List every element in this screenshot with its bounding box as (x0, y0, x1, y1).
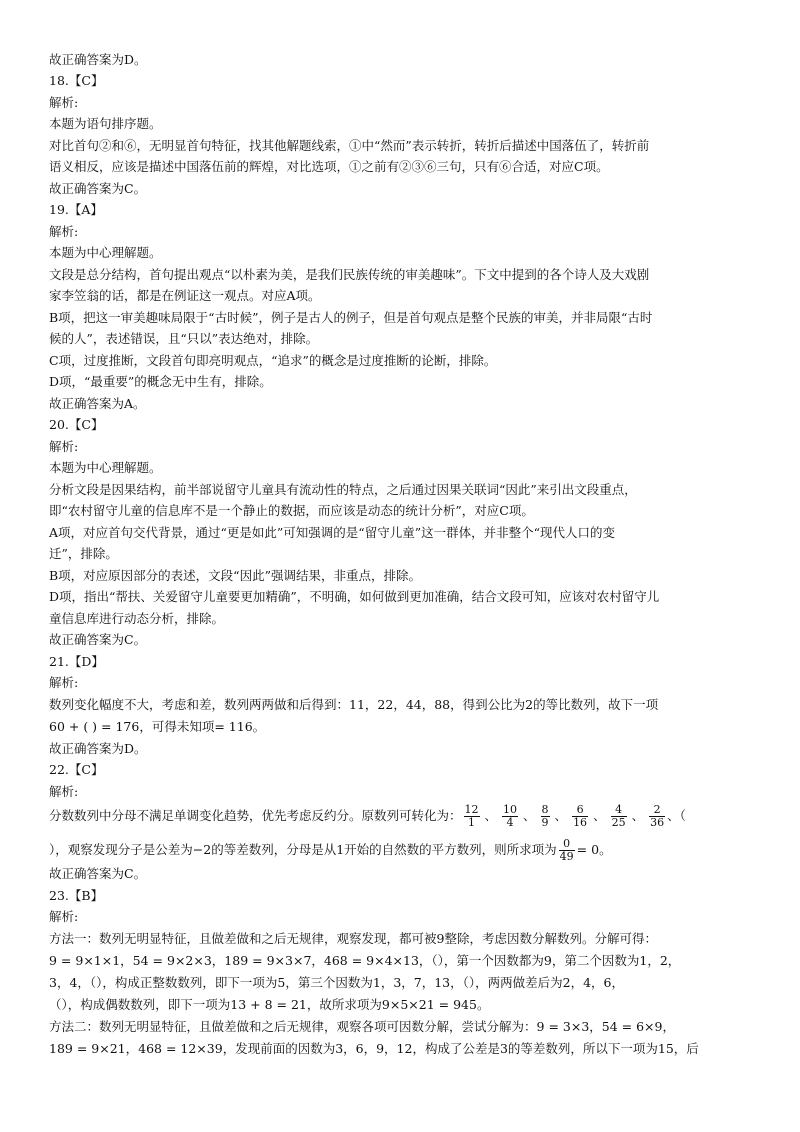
text-line: 故正确答案为A。 (49, 396, 146, 411)
fraction: $\frac{12}{1}$ (464, 803, 479, 829)
text-segment: ），观察发现分子是公差为 (49, 842, 193, 857)
equation: 189 = 9×21，468 = 12×39 (49, 1041, 223, 1056)
text-line: 本题为中心理解题。 (49, 460, 162, 475)
text-line: 语义相反，应该是描述中国落伍前的辉煌，对比选项，①之前有②③⑥三句，只有⑥合适，对应C项。 (49, 159, 609, 174)
text-line: 解析: (49, 439, 79, 454)
fraction: $\frac{8}{9}$ (541, 803, 549, 829)
separator: 、 (554, 808, 568, 823)
formula-line (49, 995, 489, 1015)
text-line: 故正确答案为D。 (49, 741, 147, 756)
question-number: 20.【C】 (49, 417, 104, 432)
text-line: 对比首句②和⑥，无明显首句特征，找其他解题线索，①中“然而”表示转折，转折后描述中国落伍了，转折前 (49, 138, 650, 153)
text-line: 迁”，排除。 (49, 546, 118, 561)
formula-line (49, 1017, 675, 1037)
text-segment: 分数数列中分母不满足单调变化趋势，优先考虑反约分。原数列可转化为： (49, 808, 462, 823)
text-line: 解析: (49, 784, 79, 799)
text-line: 本题为中心理解题。 (49, 245, 162, 260)
equation: 9×5×21 = 945 (381, 997, 477, 1012)
text-line: 童信息库进行动态分析，排除。 (49, 611, 225, 626)
fraction: $\frac{10}{4}$ (503, 803, 518, 829)
text-line: 本题为语句排序题。 (49, 116, 162, 131)
question-number: 18.【C】 (49, 73, 104, 88)
fraction: $\frac{6}{16}$ (573, 803, 588, 829)
text-line: B项，把这一审美趣味局限于“古时候”，例子是古人的例子，但是首句观点是整个民族的审美，并非局限“古时 (49, 310, 653, 325)
question-number: 21.【D】 (49, 654, 104, 669)
question-number: 22.【C】 (49, 762, 104, 777)
text-segment: ，故所求项为 (306, 997, 382, 1012)
text-line: 3，4，（），构成正整数数列，即下一项为5，第三个因数为1，3，7，13，（），两两做差后为2，4，6， (49, 975, 624, 990)
text-line: A项，对应首句交代背景，通过“更是如此”可知强调的是“留守儿童”这一群体，并非整个“现代人口的变 (49, 525, 615, 540)
text-line: 分析文段是因果结构，前半部说留守儿童具有流动性的特点，之后通过因果关联词“因此”来引出文段重点， (49, 482, 637, 497)
separator: 、 (484, 808, 498, 823)
text-line: 解析: (49, 95, 79, 110)
equation: = 116 (214, 719, 253, 734)
text-segment: 、（ (667, 808, 686, 823)
text-line: B项，对应原因部分的表述，文段“因此”强调结果，非重点，排除。 (49, 568, 421, 583)
text-line: 文段是总分结构，首句提出观点“以朴素为美，是我们民族传统的审美趣味”。下文中提到的各个诗人及大戏剧 (49, 267, 650, 282)
text-line: 候的人”，表述错误，且“只以”表达绝对，排除。 (49, 331, 319, 346)
text-line: 家李笠翁的话，都是在例证这一观点。对应A项。 (49, 288, 321, 303)
text-segment: 。 (599, 842, 612, 857)
text-line: 即“农村留守儿童的信息库不是一个静止的数据，而应该是动态的统计分析”，对应C项。 (49, 503, 534, 518)
text-line: 故正确答案为C。 (49, 866, 147, 881)
text-line: 数列变化幅度不大，考虑和差，数列两两做和后得到：11，22，44，88，得到公比为2的等比数列，故下一项 (49, 697, 659, 712)
text-line: 故正确答案为C。 (49, 632, 147, 647)
formula-line (49, 717, 265, 737)
formula-line (49, 1039, 699, 1059)
text-line: D项，指出“帮扶、关爱留守儿童要更加精确”，不明确，如何做到更加准确，结合文段可知，应该对农村留守儿 (49, 589, 660, 604)
text-line: 故正确答案为D。 (49, 52, 147, 67)
question-number: 23.【B】 (49, 888, 104, 903)
text-line: 解析: (49, 675, 79, 690)
fraction: $\frac{0}{49}$ (559, 837, 574, 863)
text-line: 解析: (49, 909, 79, 924)
equation: −2 (192, 842, 212, 857)
fraction-sequence-line (49, 801, 686, 831)
text-line: D项，“最重要”的概念无中生有，排除。 (49, 374, 272, 389)
text-segment: （），构成偶数数列，即下一项为 (49, 997, 231, 1012)
text-segment: 方法二：数列无明显特征，且做差做和之后无规律，观察各项可因数分解，尝试分解为： (49, 1019, 537, 1034)
text-segment: 。 (476, 997, 490, 1012)
question-number: 19.【A】 (49, 202, 103, 217)
text-line: C项，过度推断，文段首句即亮明观点，“追求”的概念是过度推断的论断，排除。 (49, 353, 497, 368)
text-segment: ，发现前面的因数为3，6，9，12，构成了公差是3的等差数列，所以下一项为15，后 (222, 1041, 699, 1056)
text-line: 故正确答案为C。 (49, 181, 147, 196)
equation: 60 + ( ) = 176 (49, 719, 140, 734)
text-segment: 的等差数列，分母是从1开始的自然数的平方数列，则所求项为 (211, 842, 557, 857)
fraction: $\frac{2}{36}$ (650, 803, 665, 829)
equation: 9 = 3×3，54 = 6×9， (536, 1019, 675, 1034)
text-segment: ，可得未知项 (139, 719, 215, 734)
formula-line (49, 837, 612, 863)
fraction: $\frac{4}{25}$ (611, 803, 626, 829)
equation: 13 + 8 = 21 (230, 997, 307, 1012)
text-line: 方法一：数列无明显特征，且做差做和之后无规律，观察发现，都可被9整除，考虑因数分解数列。分解可得： (49, 931, 657, 946)
separator: 、 (523, 808, 536, 823)
separator: 、 (631, 808, 645, 823)
formula-line: 9 = 9×1×1，54 = 9×2×3，189 = 9×3×7，468 = 9×4×13，（），第一个因数都为9，第二个因数为1，2， (49, 953, 681, 968)
text-segment: 。 (252, 719, 266, 734)
separator: 、 (593, 808, 606, 823)
text-line: 解析: (49, 224, 79, 239)
equation: = 0 (576, 842, 600, 857)
